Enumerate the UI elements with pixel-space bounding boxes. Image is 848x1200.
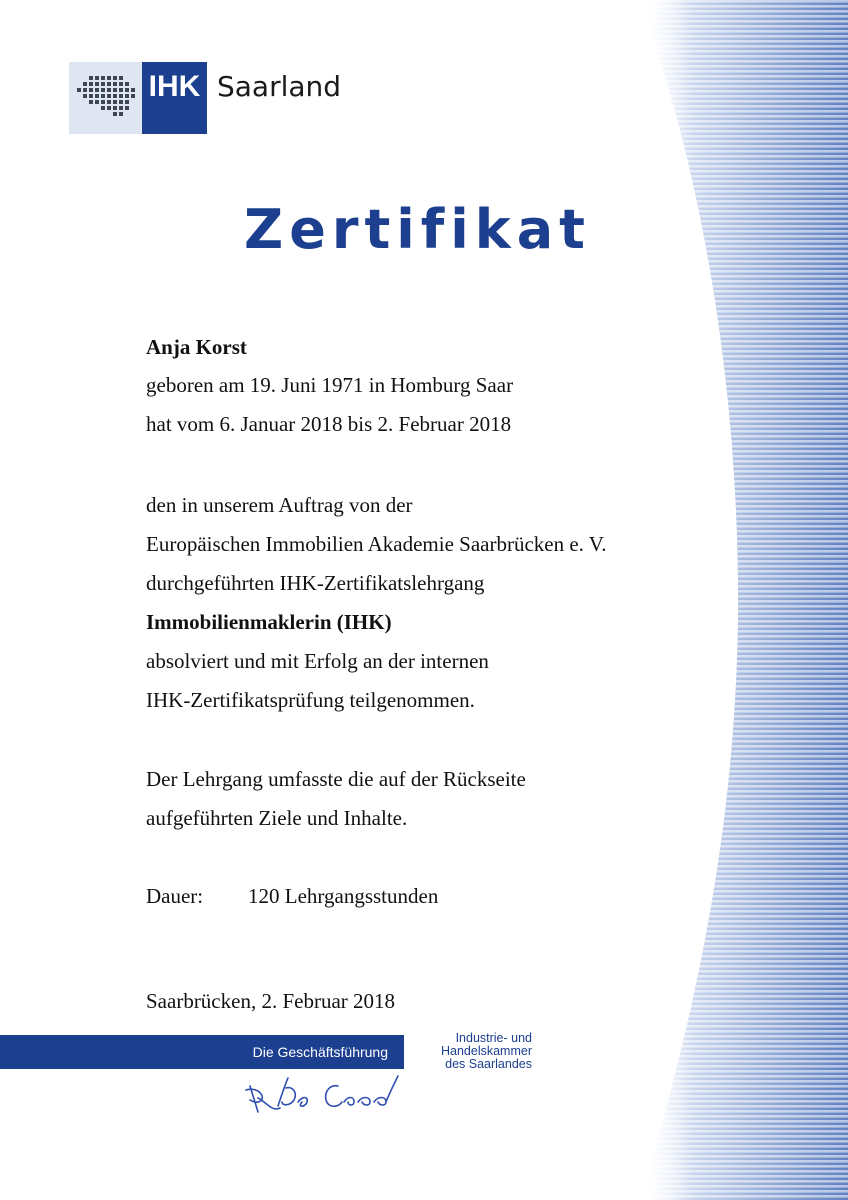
chamber-line-1: Industrie- und	[455, 1031, 532, 1045]
body-line-6: IHK-Zertifikatsprüfung teilgenommen.	[146, 688, 475, 712]
period-line: hat vom 6. Januar 2018 bis 2. Februar 2018	[146, 412, 512, 436]
logo-region: Saarland	[217, 70, 342, 103]
chamber-name	[408, 1032, 532, 1071]
handwritten-signature	[238, 1068, 413, 1118]
recipient-name: Anja Korst	[146, 335, 247, 359]
body-line-1: den in unserem Auftrag von der	[146, 493, 413, 517]
place-date: Saarbrücken, 2. Februar 2018	[146, 989, 396, 1013]
logo-abbreviation: IHK	[148, 70, 201, 103]
footer-band	[0, 1035, 404, 1069]
body-line-3: durchgeführten IHK-Zertifikatslehrgang	[146, 571, 485, 595]
logo-map-box	[69, 62, 142, 134]
birth-line: geboren am 19. Juni 1971 in Homburg Saar	[146, 373, 514, 397]
ihk-saarland-logo	[69, 62, 369, 134]
body-line-5: absolviert und mit Erfolg an der internen	[146, 649, 489, 673]
scope-line-1: Der Lehrgang umfasste die auf der Rückseite	[146, 767, 526, 791]
body-line-2: Europäischen Immobilien Akademie Saarbrücken e. V.	[146, 532, 607, 556]
management-label: Die Geschäftsführung	[252, 1044, 388, 1060]
saarland-map-icon	[69, 62, 142, 134]
duration-value: 120 Lehrgangsstunden	[248, 884, 439, 908]
course-name: Immobilienmaklerin (IHK)	[146, 610, 392, 634]
scope-line-2: aufgeführten Ziele und Inhalte.	[146, 806, 408, 830]
certificate-title: Zertifikat	[244, 198, 591, 261]
duration-label: Dauer:	[146, 884, 204, 908]
chamber-line-3: des Saarlandes	[445, 1057, 532, 1071]
chamber-line-2: Handelskammer	[440, 1044, 532, 1058]
